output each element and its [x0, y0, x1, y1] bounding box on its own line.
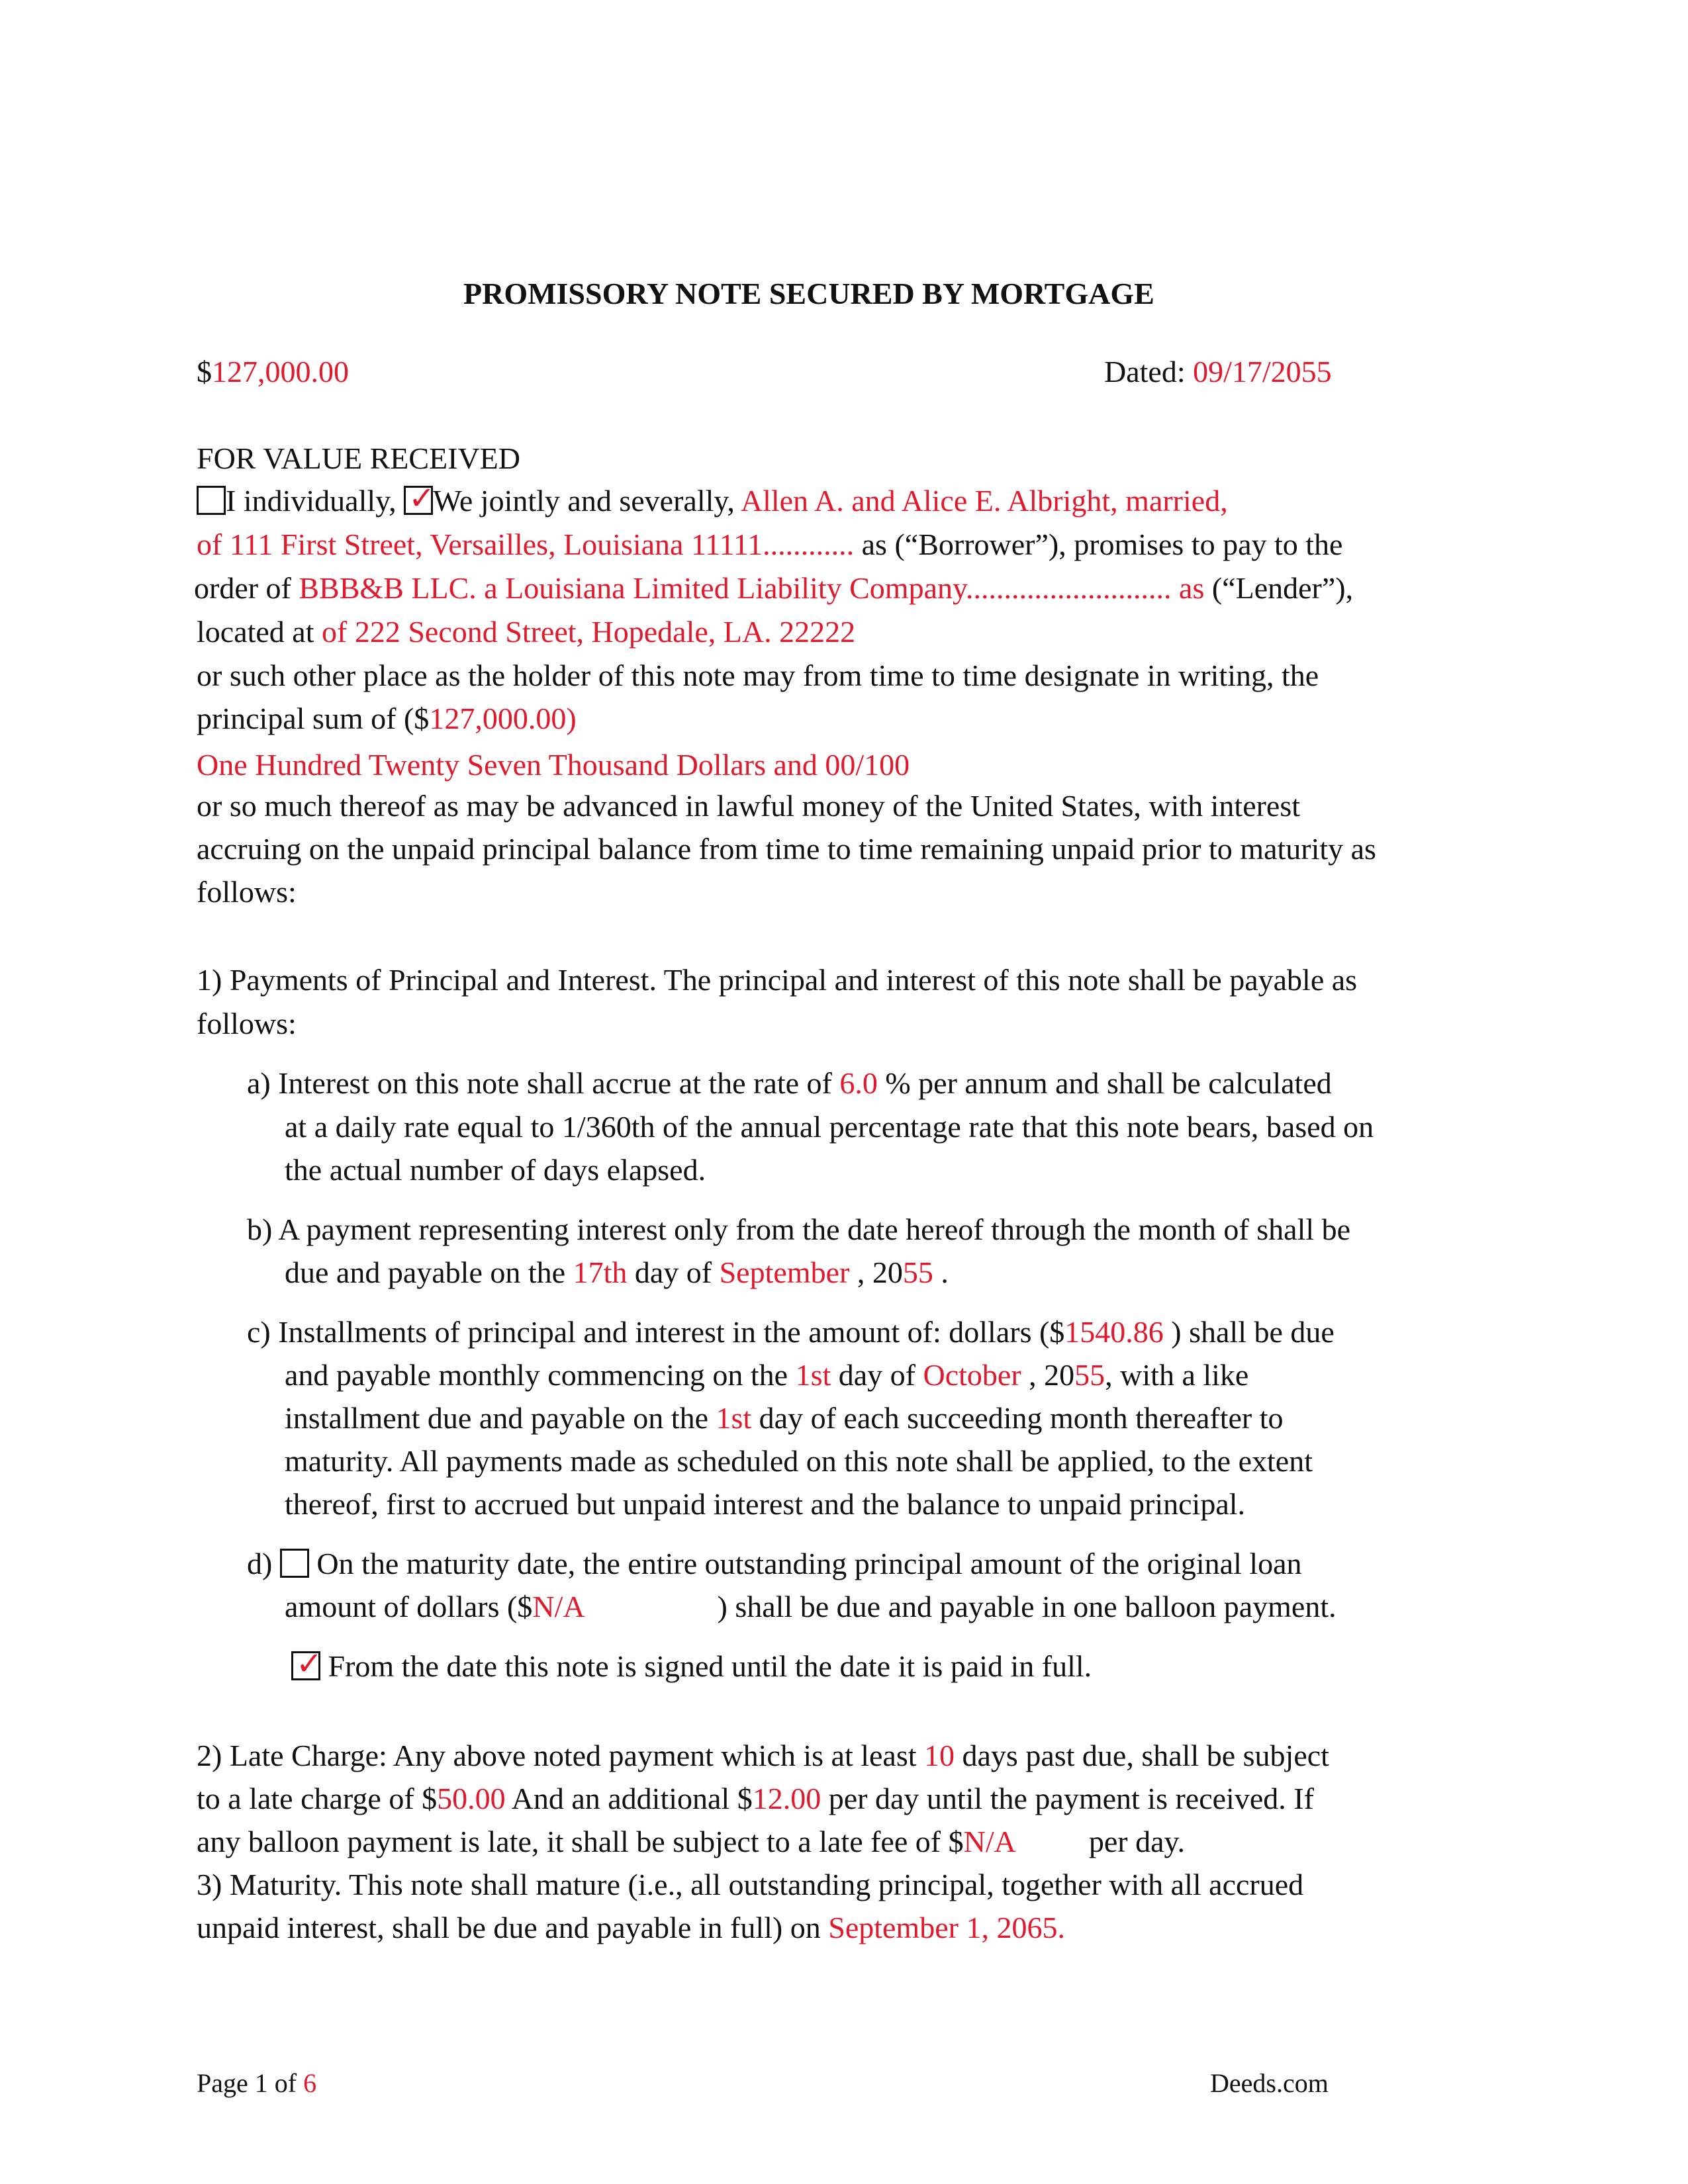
clause-c-day-of: day of — [838, 1358, 916, 1392]
borrower-line — [197, 480, 1228, 518]
grace-days[interactable]: 10 — [924, 1739, 955, 1772]
clause-c-like: , with a like — [1105, 1358, 1249, 1392]
amount-header — [197, 357, 349, 387]
section1-heading: 1) Payments of Principal and Interest. The principal and interest of this note shall be payable as — [197, 963, 1358, 997]
maturity-line2 — [197, 1913, 1065, 1943]
balloon-prefix: amount of dollars ($ — [285, 1590, 533, 1623]
clause-a-line1 — [247, 1068, 1332, 1099]
document-title: PROMISSORY NOTE SECURED BY MORTGAGE — [463, 277, 1154, 310]
late-charge-line2 — [197, 1784, 1314, 1814]
borrower-names[interactable]: Allen A. and Alice E. Albright, married, — [740, 484, 1228, 518]
daily-fee[interactable]: 12.00 — [752, 1782, 821, 1815]
late-fee-prefix: to a late charge of $ — [197, 1782, 438, 1815]
start-day[interactable]: 1st — [795, 1358, 831, 1392]
clause-d-label: d) — [247, 1547, 273, 1580]
start-year[interactable]: 55 — [1074, 1358, 1105, 1392]
balloon-line1: On the maturity date, the entire outstanding principal amount of the original loan — [316, 1547, 1302, 1580]
clause-a-suffix: % per annum and shall be calculated — [885, 1066, 1332, 1100]
late-charge-suffix: days past due, shall be subject — [962, 1739, 1329, 1772]
lender-address[interactable]: of 222 Second Street, Hopedale, LA. 22222 — [322, 615, 856, 649]
page-number — [197, 2070, 316, 2097]
maturity-date[interactable]: September 1, 2065. — [828, 1911, 1065, 1944]
clause-c-succeeding: day of each succeeding month thereafter to — [759, 1401, 1284, 1435]
balloon-suffix: ) shall be due and payable in one balloon payment. — [717, 1590, 1336, 1623]
start-month[interactable]: October — [923, 1358, 1021, 1392]
dated-value[interactable]: 09/17/2055 — [1193, 355, 1332, 388]
check-mark-icon: ✓ — [408, 480, 436, 517]
clause-c-commencing: and payable monthly commencing on the — [285, 1358, 788, 1392]
accruing-line: accruing on the unpaid principal balance from time to time remaining unpaid prior to maturity as — [197, 832, 1376, 866]
note-amount[interactable]: 127,000.00 — [212, 355, 349, 388]
clause-a-line3: the actual number of days elapsed. — [285, 1153, 706, 1187]
located-at-label: located at — [197, 615, 314, 649]
advanced-line: or so much thereof as may be advanced in lawful money of the United States, with interest — [197, 789, 1301, 823]
clause-c-prefix: c) Installments of principal and interest in the amount of: dollars ($ — [247, 1315, 1065, 1349]
late-charge-prefix: 2) Late Charge: Any above noted payment which is at least — [197, 1739, 917, 1772]
clause-c-line2 — [285, 1360, 1248, 1390]
clause-c-line3 — [285, 1403, 1284, 1433]
interest-only-month[interactable]: September — [719, 1255, 850, 1289]
clause-c-installment: installment due and payable on the — [285, 1401, 708, 1435]
principal-words[interactable]: One Hundred Twenty Seven Thousand Dollars and 00/100 — [197, 748, 910, 782]
balloon-checkbox[interactable] — [280, 1549, 309, 1578]
jointly-label: We jointly and severally, — [433, 484, 735, 518]
principal-amount[interactable]: 127,000.00) — [429, 702, 577, 735]
maturity-prefix: unpaid interest, shall be due and payable in full) on — [197, 1911, 821, 1944]
clause-c-suffix: ) shall be due — [1171, 1315, 1335, 1349]
interest-only-year[interactable]: 55 — [902, 1255, 933, 1289]
clause-b-day-of: day of — [634, 1255, 712, 1289]
clause-b-line1: b) A payment representing interest only from the date hereof through the month of shall be — [247, 1212, 1351, 1246]
balloon-fee-prefix: any balloon payment is late, it shall be subject to a late fee of $ — [197, 1825, 964, 1858]
individually-checkbox[interactable] — [197, 486, 226, 515]
clause-a-line2: at a daily rate equal to 1/360th of the annual percentage rate that this note bears, based on — [285, 1110, 1374, 1144]
clause-d-line2 — [285, 1592, 1336, 1622]
lender-line — [194, 573, 1353, 604]
check-mark-icon: ✓ — [296, 1645, 323, 1682]
lender-name[interactable]: BBB&B LLC. a Louisiana Limited Liability Company........................... — [299, 571, 1172, 605]
clause-c-line1 — [247, 1317, 1335, 1347]
borrower-address-line — [197, 529, 1342, 560]
clause-d-line1 — [247, 1549, 1302, 1579]
each-day[interactable]: 1st — [716, 1401, 752, 1435]
additional-prefix: And an additional $ — [511, 1782, 753, 1815]
installment-amount[interactable]: 1540.86 — [1064, 1315, 1164, 1349]
balloon-fee[interactable]: N/A — [963, 1825, 1016, 1858]
section1-follows: follows: — [197, 1007, 297, 1040]
page-total: 6 — [303, 2068, 317, 2098]
late-charge-line1 — [197, 1741, 1329, 1771]
borrower-address[interactable]: of 111 First Street, Versailles, Louisiana 11111............ — [197, 527, 855, 561]
lender-as: as — [1179, 571, 1205, 605]
maturity-line1: 3) Maturity. This note shall mature (i.e., all outstanding principal, together with all accrued — [197, 1868, 1304, 1901]
clause-c-line4: maturity. All payments made as scheduled on this note shall be applied, to the extent — [285, 1444, 1313, 1478]
late-fee[interactable]: 50.00 — [437, 1782, 506, 1815]
clause-b-period: . — [941, 1255, 949, 1289]
follows-line: follows: — [197, 875, 297, 909]
balloon-amount[interactable]: N/A — [532, 1590, 585, 1623]
dated-field — [1104, 357, 1332, 387]
clause-b-year-prefix: , 20 — [857, 1255, 903, 1289]
full-term-label: From the date this note is signed until the date it is paid in full. — [328, 1649, 1092, 1683]
footer-brand: Deeds.com — [1210, 2068, 1329, 2098]
dollar-sign: $ — [197, 355, 212, 388]
order-of-label: order of — [194, 571, 291, 605]
other-place-line: or such other place as the holder of this note may from time to time designate in writing, the — [197, 659, 1319, 692]
individually-label: I individually, — [226, 484, 397, 518]
clause-c-line5: thereof, first to accrued but unpaid interest and the balance to unpaid principal. — [285, 1487, 1246, 1521]
clause-a-prefix: a) Interest on this note shall accrue at the rate of — [247, 1066, 832, 1100]
balloon-fee-suffix: per day. — [1088, 1825, 1185, 1858]
principal-prefix: principal sum of ($ — [197, 702, 430, 735]
lender-address-line — [197, 617, 855, 647]
clause-b-due-prefix: due and payable on the — [285, 1255, 566, 1289]
late-charge-line3 — [197, 1827, 1185, 1857]
interest-rate[interactable]: 6.0 — [839, 1066, 878, 1100]
clause-d-line3 — [291, 1645, 1092, 1683]
for-value-received: FOR VALUE RECEIVED — [197, 441, 520, 475]
borrower-suffix: as (“Borrower”), promises to pay to the — [854, 527, 1343, 561]
dated-label: Dated: — [1104, 355, 1186, 388]
late-charge-line2-suffix: per day until the payment is received. If — [828, 1782, 1314, 1815]
jointly-checkbox[interactable] — [404, 480, 436, 517]
interest-only-day[interactable]: 17th — [573, 1255, 628, 1289]
clause-c-year-prefix: , 20 — [1029, 1358, 1075, 1392]
page-prefix: Page 1 of — [197, 2068, 297, 2098]
lender-suffix: (“Lender”), — [1211, 571, 1354, 605]
full-term-checkbox[interactable] — [291, 1645, 323, 1682]
principal-line — [197, 704, 577, 734]
clause-b-line2 — [285, 1257, 949, 1288]
